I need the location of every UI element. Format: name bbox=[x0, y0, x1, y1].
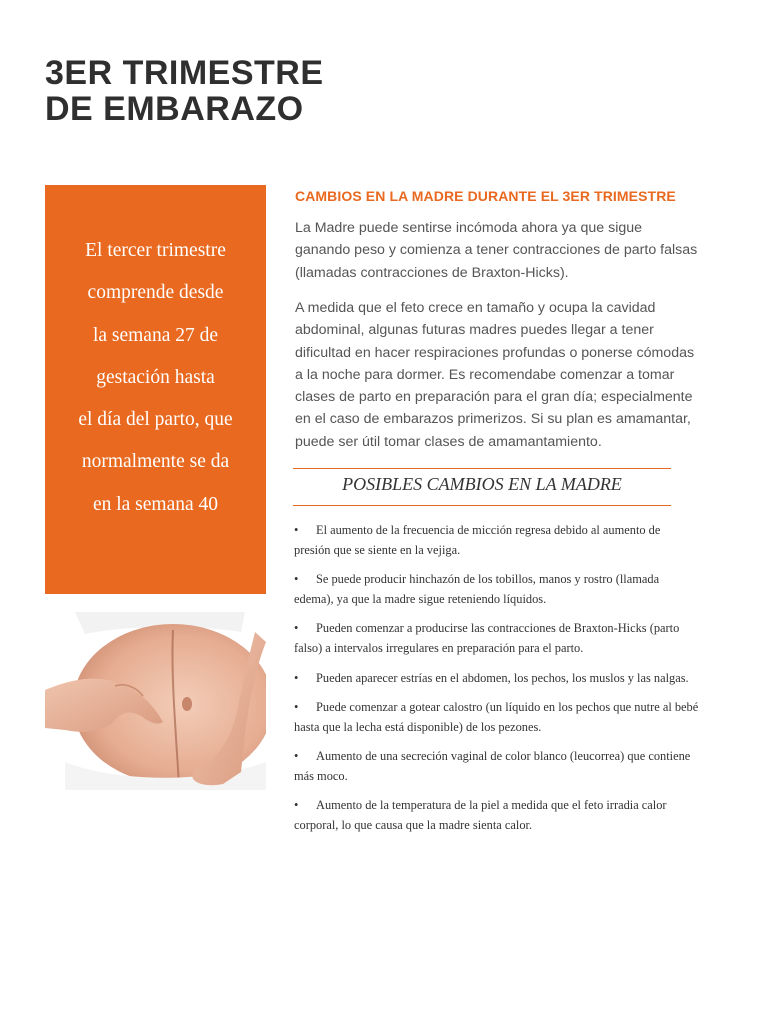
changes-list bbox=[294, 520, 730, 844]
bullet-icon: • bbox=[294, 670, 299, 685]
list-item-text: más moco. bbox=[294, 768, 348, 783]
intro-paragraph bbox=[295, 217, 727, 284]
list-item bbox=[294, 795, 730, 835]
list-item-text: edema), ya que la madre sigue reteniendo líquidos. bbox=[294, 592, 547, 607]
callout-line: la semana 27 de bbox=[92, 324, 219, 346]
callout-line: el día del parto, que bbox=[78, 409, 233, 431]
callout-line: normalmente se da bbox=[81, 451, 230, 473]
paragraph-line: ganando peso y comienza a tener contracciones de parto falsas bbox=[295, 242, 698, 259]
paragraph-line: clases de parto en preparación para el gran día; especialmente bbox=[295, 389, 693, 406]
list-item-text: hasta que la lecha está disponible) de los pezones. bbox=[294, 719, 542, 734]
list-item-text: Se puede producir hinchazón de los tobillos, manos y rostro (llamada bbox=[316, 572, 660, 587]
paragraph-line: puede ser útil tomar clases de amamantamiento. bbox=[295, 433, 602, 450]
body-paragraph bbox=[295, 297, 727, 453]
paragraph-line: en el caso de embarazos primerizos. Si su plan es amamantar, bbox=[295, 411, 691, 428]
list-item-text: falso) a intervalos irregulares en preparación para el parto. bbox=[294, 641, 584, 656]
paragraph-line: La Madre puede sentirse incómoda ahora ya que sigue bbox=[295, 220, 643, 236]
callout-line: en la semana 40 bbox=[92, 493, 219, 515]
list-item bbox=[294, 746, 730, 786]
list-item-text: Pueden comenzar a producirse las contracciones de Braxton-Hicks (parto bbox=[316, 621, 680, 636]
list-item-text: El aumento de la frecuencia de micción regresa debido al aumento de bbox=[316, 523, 661, 537]
bullet-icon: • bbox=[294, 572, 299, 587]
list-item-text: Aumento de una secreción vaginal de color blanco (leucorrea) que contiene bbox=[316, 748, 691, 763]
bullet-icon: • bbox=[294, 748, 299, 763]
list-item bbox=[294, 668, 730, 688]
callout-line: comprende desde bbox=[87, 282, 224, 304]
pregnant-belly-illustration bbox=[45, 612, 266, 790]
paragraph-line: (llamadas contracciones de Braxton-Hicks). bbox=[295, 264, 569, 281]
bullet-icon: • bbox=[294, 798, 299, 813]
paragraph-line: A medida que el feto crece en tamaño y ocupa la cavidad bbox=[295, 300, 656, 316]
list-item-text: presión que se siente en la vejiga. bbox=[294, 543, 461, 557]
trimester-callout-box bbox=[45, 185, 266, 594]
bullet-icon: • bbox=[294, 621, 299, 636]
divider-bottom bbox=[293, 505, 671, 506]
title-line-1: 3ER TRIMESTRE bbox=[45, 54, 324, 92]
bullet-icon: • bbox=[294, 699, 299, 714]
changes-heading: POSIBLES CAMBIOS EN LA MADRE bbox=[342, 474, 622, 494]
divider-top bbox=[293, 468, 671, 469]
list-item bbox=[294, 520, 730, 560]
list-item-text: corporal, lo que causa que la madre sienta calor. bbox=[294, 818, 533, 833]
callout-line: gestación hasta bbox=[96, 366, 215, 388]
list-item-text: Aumento de la temperatura de la piel a medida que el feto irradia calor bbox=[316, 798, 667, 813]
pregnant-belly-photo bbox=[45, 612, 266, 790]
bullet-icon: • bbox=[294, 523, 299, 537]
list-item-text: Puede comenzar a gotear calostro (un líquido en los pechos que nutre al bebé bbox=[316, 699, 699, 714]
callout-line: El tercer trimestre bbox=[85, 240, 226, 261]
list-item bbox=[294, 618, 730, 658]
page-title bbox=[45, 55, 445, 127]
title-line-2: DE EMBARAZO bbox=[45, 90, 304, 128]
section-heading: CAMBIOS EN LA MADRE DURANTE EL 3ER TRIMESTRE bbox=[295, 188, 676, 204]
paragraph-line: abdominal, algunas futuras madres puedes llegar a tener bbox=[295, 322, 654, 339]
paragraph-line: a la noche para dormer. Es recomendabe comenzar a tomar bbox=[295, 366, 675, 383]
list-item bbox=[294, 569, 730, 609]
paragraph-line: dificultad en hacer respiraciones profundas o ponerse cómodas bbox=[295, 344, 695, 361]
callout-text bbox=[45, 230, 266, 526]
list-item-text: Pueden aparecer estrías en el abdomen, los pechos, los muslos y las nalgas. bbox=[316, 670, 689, 685]
list-item bbox=[294, 697, 730, 737]
